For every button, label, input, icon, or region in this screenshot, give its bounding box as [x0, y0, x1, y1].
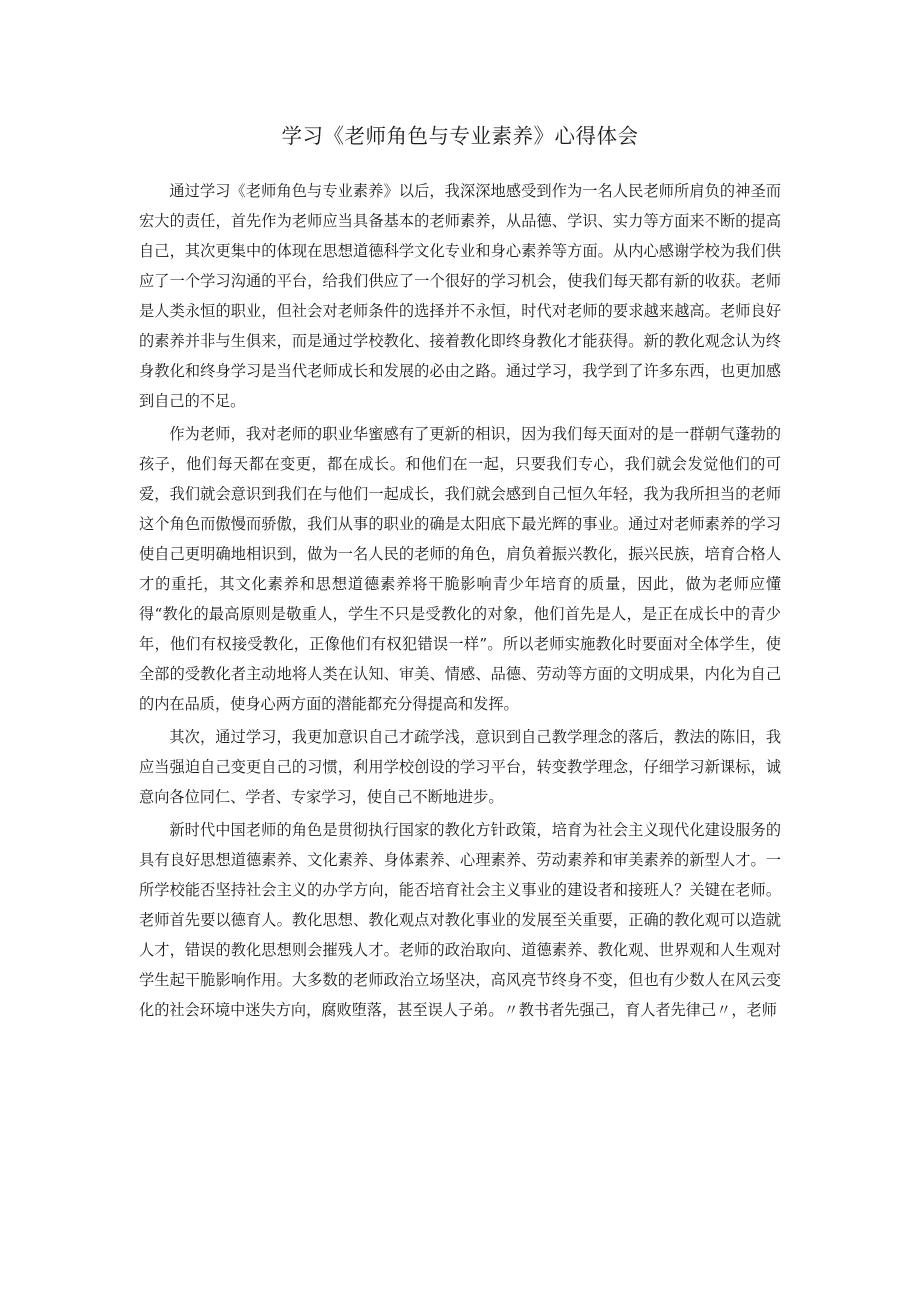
paragraph-4: 新时代中国老师的角色是贯彻执行国家的教化方针政策，培育为社会主义现代化建设服务的具有良好思想道德素养、文化素养、身体素养、心理素养、劳动素养和审美素养的新型人才。一所学校能否坚持社会主义的办学方向，能否培育社会主义事业的建设者和接班人？关键在老师。老师首先要以德育人。教化思想、教化观点对教化事业的发展至关重要，正确的教化观可以造就人才，错误的教化思想则会摧残人才。老师的政治取向、道德素养、教化观、世界观和人生观对学生起干脆影响作用。大多数的老师政治立场坚决，高风亮节终身不变，但也有少数人在风云变化的社会环境中迷失方向，腐败堕落，甚至误人子弟。〃教书者先强己，育人者先律己〃，老师 [139, 821, 781, 1019]
document-body [139, 176, 781, 1025]
paragraph-1: 通过学习《老师角色与专业素养》以后，我深深地感受到作为一名人民老师所肩负的神圣而宏大的责任，首先作为老师应当具备基本的老师素养，从品德、学识、实力等方面来不断的提高自己，其次更集中的体现在思想道德科学文化专业和身心素养等方面。从内心感谢学校为我们供应了一个学习沟通的平台，给我们供应了一个很好的学习机会，使我们每天都有新的收获。老师是人类永恒的职业，但社会对老师条件的选择并不永恒，时代对老师的要求越来越高。老师良好的素养并非与生俱来，而是通过学校教化、接着教化即终身教化才能获得。新的教化观念认为终身教化和终身学习是当代老师成长和发展的必由之路。通过学习，我学到了许多东西，也更加感到自己的不足。 [139, 182, 781, 410]
document-title: 学习《老师角色与专业素养》心得体会 [281, 124, 639, 148]
paragraph-2: 作为老师，我对老师的职业华蜜感有了更新的相识，因为我们每天面对的是一群朝气蓬勃的孩子，他们每天都在变更，都在成长。和他们在一起，只要我们专心，我们就会发觉他们的可爱，我们就会意识到我们在与他们一起成长，我们就会感到自己恒久年轻，我为我所担当的老师这个角色而傲慢而骄傲，我们从事的职业的确是太阳底下最光辉的事业。通过对老师素养的学习使自己更明确地相识到，做为一名人民的老师的角色，肩负着振兴教化，振兴民族，培育合格人才的重托，其文化素养和思想道德素养将干脆影响青少年培育的质量，因此，做为老师应懂得“教化的最高原则是敬重人，学生不只是受教化的对象，他们首先是人，是正在成长中的青少年，他们有权接受教化，正像他们有权犯错误一样”。所以老师实施教化时要面对全体学生，使全部的受教化者主动地将人类在认知、审美、情感、品德、劳动等方面的文明成果，内化为自己的内在品质，使身心两方面的潜能都充分得提高和发挥。 [139, 425, 781, 713]
paragraph-3: 其次，通过学习，我更加意识自己才疏学浅，意识到自己教学理念的落后，教法的陈旧，我应当强迫自己变更自己的习惯，利用学校创设的学习平台，转变教学理念，仔细学习新课标，诚意向各位同仁、学者、专家学习，使自己不断地进步。 [139, 728, 781, 806]
